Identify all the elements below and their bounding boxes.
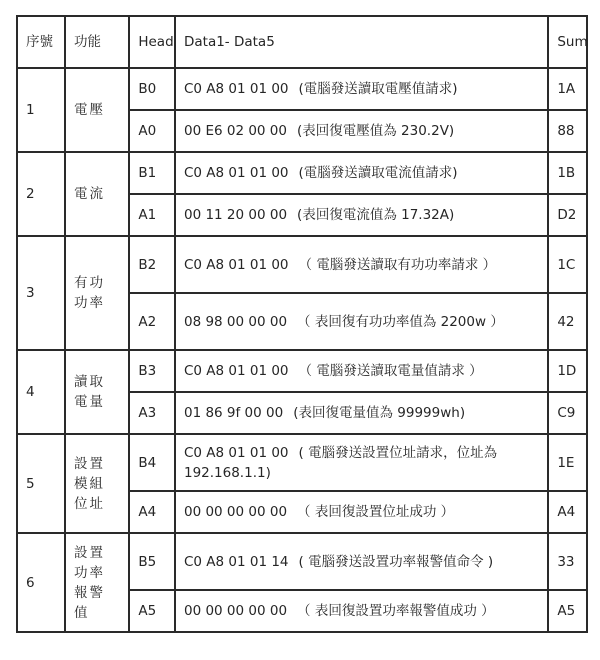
header-function: 功能 bbox=[65, 16, 129, 68]
data-bytes: 00 11 20 00 00 bbox=[183, 207, 288, 223]
data-bytes: 08 98 00 00 00 bbox=[183, 313, 288, 330]
row-head: B0 bbox=[129, 68, 175, 110]
row-data bbox=[175, 533, 548, 590]
data-bytes: C0 A8 01 01 00 bbox=[183, 256, 289, 273]
data-note: (表回復電流值為 17.32A) bbox=[297, 207, 455, 223]
data-bytes: C0 A8 01 01 00 bbox=[183, 81, 289, 97]
row-data bbox=[175, 350, 548, 392]
row-sum: C9 bbox=[548, 392, 587, 434]
row-sum: 1C bbox=[548, 236, 587, 293]
row-data bbox=[175, 590, 548, 632]
data-note: （ 表回復設置位址成功 ） bbox=[297, 504, 455, 520]
data-note: (電腦發送讀取電流值請求) bbox=[298, 165, 458, 181]
data-bytes: C0 A8 01 01 00 bbox=[183, 444, 289, 461]
header-row bbox=[17, 16, 587, 68]
row-head: A3 bbox=[129, 392, 175, 434]
row-sum: 42 bbox=[548, 293, 587, 350]
table-row bbox=[17, 152, 587, 194]
row-function: 電流 bbox=[65, 152, 129, 236]
row-no: 5 bbox=[17, 434, 65, 533]
data-note: ( 電腦發送設置位址請求，位址為 192.168.1.1) bbox=[183, 444, 498, 481]
row-function: 讀取電量 bbox=[65, 350, 129, 434]
table-row bbox=[17, 236, 587, 293]
row-data bbox=[175, 392, 548, 434]
row-no: 4 bbox=[17, 350, 65, 434]
row-head: A0 bbox=[129, 110, 175, 152]
header-data: Data1- Data5 bbox=[175, 16, 548, 68]
row-head: B1 bbox=[129, 152, 175, 194]
row-no: 2 bbox=[17, 152, 65, 236]
row-no: 6 bbox=[17, 533, 65, 632]
row-sum: 1E bbox=[548, 434, 587, 491]
row-data bbox=[175, 491, 548, 533]
table-row bbox=[17, 350, 587, 392]
header-head: Head bbox=[129, 16, 175, 68]
row-data bbox=[175, 110, 548, 152]
table-row bbox=[17, 434, 587, 491]
row-function: 電壓 bbox=[65, 68, 129, 152]
data-bytes: 01 86 9f 00 00 bbox=[183, 405, 284, 421]
row-data bbox=[175, 68, 548, 110]
row-head: B3 bbox=[129, 350, 175, 392]
row-data bbox=[175, 152, 548, 194]
row-sum: 1B bbox=[548, 152, 587, 194]
row-sum: 33 bbox=[548, 533, 587, 590]
row-sum: 1A bbox=[548, 68, 587, 110]
header-sum: Sum bbox=[548, 16, 587, 68]
header-no: 序號 bbox=[17, 16, 65, 68]
row-sum: 88 bbox=[548, 110, 587, 152]
row-head: B4 bbox=[129, 434, 175, 491]
data-note: ( 電腦發送設置功率報警值命令 ) bbox=[298, 553, 494, 570]
data-bytes: 00 00 00 00 00 bbox=[183, 603, 288, 619]
data-note: (表回復電壓值為 230.2V) bbox=[296, 123, 455, 139]
table-row bbox=[17, 68, 587, 110]
data-note: (表回復電量值為 99999wh) bbox=[293, 405, 466, 421]
data-bytes: C0 A8 01 01 00 bbox=[183, 363, 289, 379]
row-head: A5 bbox=[129, 590, 175, 632]
data-note: (電腦發送讀取電壓值請求) bbox=[298, 81, 458, 97]
row-head: A4 bbox=[129, 491, 175, 533]
row-head: A2 bbox=[129, 293, 175, 350]
data-note: （ 電腦發送讀取有功功率請求 ） bbox=[298, 256, 497, 273]
data-note: （ 電腦發送讀取電量值請求 ） bbox=[298, 363, 483, 379]
protocol-table bbox=[16, 15, 588, 633]
row-function: 有功功率 bbox=[65, 236, 129, 350]
data-note: （ 表回復有功功率值為 2200w ） bbox=[297, 313, 504, 330]
row-head: B2 bbox=[129, 236, 175, 293]
data-note: （ 表回復設置功率報警值成功 ） bbox=[297, 603, 495, 619]
row-head: B5 bbox=[129, 533, 175, 590]
row-data bbox=[175, 434, 548, 491]
data-bytes: C0 A8 01 01 14 bbox=[183, 553, 289, 570]
row-data bbox=[175, 293, 548, 350]
row-no: 1 bbox=[17, 68, 65, 152]
data-bytes: 00 E6 02 00 00 bbox=[183, 123, 287, 139]
data-bytes: C0 A8 01 01 00 bbox=[183, 165, 289, 181]
data-bytes: 00 00 00 00 00 bbox=[183, 504, 288, 520]
row-sum: 1D bbox=[548, 350, 587, 392]
row-sum: A4 bbox=[548, 491, 587, 533]
row-data bbox=[175, 194, 548, 236]
row-function: 設置功率報警值 bbox=[65, 533, 129, 632]
row-sum: D2 bbox=[548, 194, 587, 236]
row-data bbox=[175, 236, 548, 293]
row-function: 設置模組位址 bbox=[65, 434, 129, 533]
table-row bbox=[17, 533, 587, 590]
row-head: A1 bbox=[129, 194, 175, 236]
row-sum: A5 bbox=[548, 590, 587, 632]
row-no: 3 bbox=[17, 236, 65, 350]
